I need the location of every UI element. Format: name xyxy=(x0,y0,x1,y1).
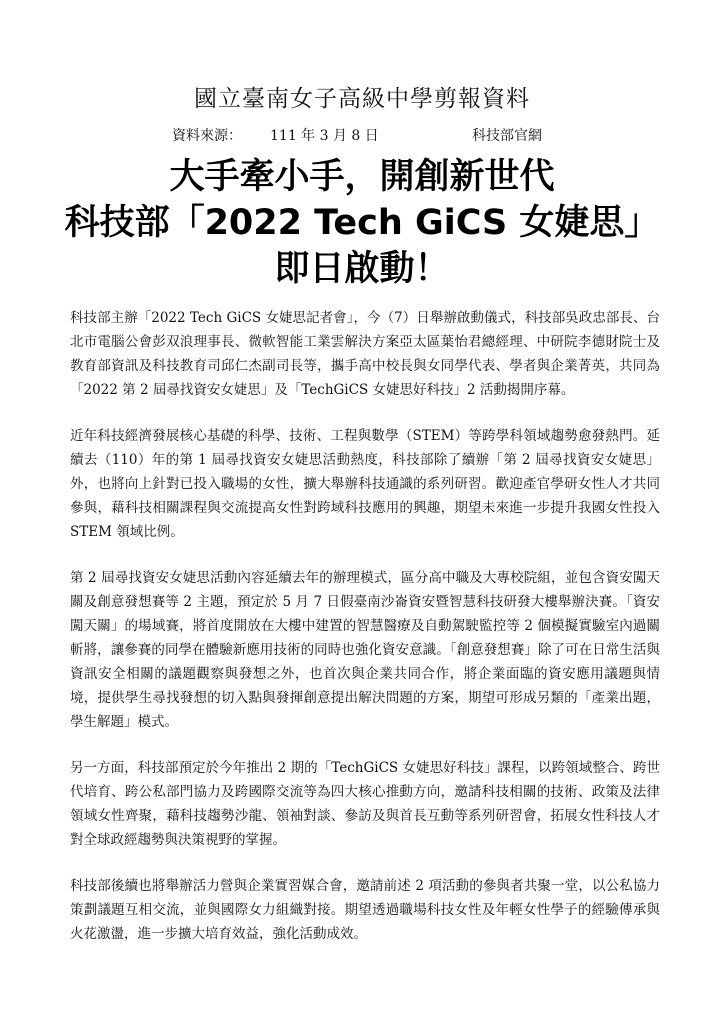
body-paragraph: 科技部主辦「2022 Tech GiCS 女婕思記者會」，今（7）日舉辦啟動儀式，科技部吳政忠部長、台北市電腦公會彭双浪理事長、微軟智能工業雲解決方案亞太區葉怡君總經理、中研院李德財院士及教育部資訊及科技教育司邱仁杰副司長等，攜手高中校長與女同學代表、學者與企業菁英，共同為「2022 第 2 屆尋找資安女婕思」及「TechGiCS 女婕思好科技」2 活動揭開序幕。 xyxy=(70,310,660,398)
headline-line-1: 大手牽小手，開創新世代 xyxy=(169,157,555,197)
document-title: 國立臺南女子高級中學剪報資料 xyxy=(194,86,530,112)
article-headline xyxy=(0,154,724,292)
headline-line-3: 即日啟動！ xyxy=(274,249,450,289)
source-label: 資料來源： xyxy=(172,128,242,144)
body-paragraph: 另一方面，科技部預定於今年推出 2 期的「TechGiCS 女婕思好科技」課程，以跨領域整合、跨世代培育、跨公私部門協力及跨國際交流等為四大核心推動方向，邀請科技相關的技術、政策及法律領域女性齊聚，藉科技趨勢沙龍、領袖對談、參訪及與首長互動等系列研習會，拓展女性科技人才對全球政經趨勢與決策視野的掌握。 xyxy=(70,760,660,848)
article-body xyxy=(70,306,660,968)
source-date: 111 年 3 月 8 日 xyxy=(270,128,379,144)
body-paragraph: 近年科技經濟發展核心基礎的科學、技術、工程與數學（STEM）等跨學科領域趨勢愈發熱門。延續去（110）年的第 1 屆尋找資安女婕思活動熱度，科技部除了續辦「第 2 屆尋找資安女婕思」外，也將向上針對已投入職場的女性，擴大舉辦科技通識的系列研習。歡迎產官學研女性人才共同參與，藉科技相關課程與交流提高女性對跨域科技應用的興趣，期望未來進一步提升我國女性投入 STEM 領域比例。 xyxy=(70,428,660,540)
body-paragraph: 科技部後續也將舉辦活力營與企業實習媒合會，邀請前述 2 項活動的參與者共聚一堂，以公私協力策劃議題互相交流，並與國際女力組織對接。期望透過職場科技女性及年輕女性學子的經驗傳承與火花激盪，進一步擴大培育效益，強化活動成效。 xyxy=(70,878,660,942)
body-paragraph: 第 2 屆尋找資安女婕思活動內容延續去年的辦理模式，區分高中職及大專校院組，並包含資安闖天關及創意發想賽等 2 主題，預定於 5 月 7 日假臺南沙崙資安暨智慧科技研發大樓舉辦決賽。「資安闖天關」的場域賽，將首度開放在大樓中建置的智慧醫療及自動駕駛監控等 2 個模擬實驗室內過關斬將，讓參賽的同學在體驗新應用技術的同時也強化資安意識。「創意發想賽」除了可在日常生活與資訊安全相關的議題觀察與發想之外，也首次與企業共同合作，將企業面臨的資安應用議題與情境，提供學生尋找發想的切入點與發揮創意提出解決問題的方案，期望可形成另類的「產業出題，學生解題」模式。 xyxy=(70,570,660,730)
source-organization: 科技部官網 xyxy=(472,128,542,144)
headline-line-2: 科技部「2022 Tech GiCS 女婕思」 xyxy=(64,203,660,243)
